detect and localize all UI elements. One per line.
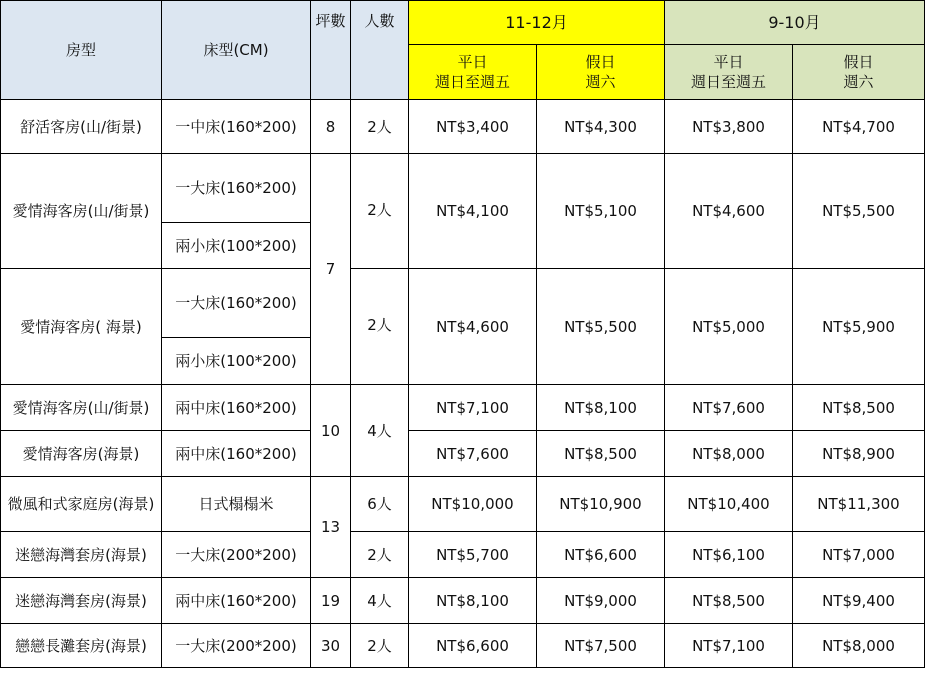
price-cell: NT$3,800 bbox=[665, 100, 793, 154]
bed-type: 兩小床(100*200) bbox=[162, 223, 311, 269]
price-cell: NT$8,100 bbox=[537, 385, 665, 431]
price-cell: NT$7,600 bbox=[665, 385, 793, 431]
header-weekend bbox=[537, 45, 665, 100]
bed-type: 兩中床(160*200) bbox=[162, 385, 311, 431]
persons: 2人 bbox=[351, 100, 409, 154]
price-cell: NT$9,400 bbox=[793, 578, 925, 624]
ping-value: 13 bbox=[311, 477, 351, 578]
price-cell: NT$7,100 bbox=[665, 624, 793, 668]
header-weekend-sub: 週六 bbox=[585, 73, 616, 91]
price-cell: NT$4,600 bbox=[409, 269, 537, 385]
ping-value: 19 bbox=[311, 578, 351, 624]
price-cell: NT$8,500 bbox=[665, 578, 793, 624]
price-cell: NT$6,600 bbox=[409, 624, 537, 668]
price-cell: NT$4,300 bbox=[537, 100, 665, 154]
header-bed-type: 床型(CM) bbox=[162, 1, 311, 100]
bed-type: 一大床(200*200) bbox=[162, 624, 311, 668]
header-weekday bbox=[409, 45, 537, 100]
price-cell: NT$8,900 bbox=[793, 431, 925, 477]
persons: 4人 bbox=[351, 578, 409, 624]
price-cell: NT$3,400 bbox=[409, 100, 537, 154]
header-room-type: 房型 bbox=[1, 1, 162, 100]
price-cell: NT$4,600 bbox=[665, 154, 793, 269]
price-cell: NT$7,600 bbox=[409, 431, 537, 477]
persons: 2人 bbox=[351, 532, 409, 578]
price-cell: NT$8,500 bbox=[537, 431, 665, 477]
bed-type: 一大床(160*200) bbox=[162, 269, 311, 338]
price-cell: NT$8,000 bbox=[793, 624, 925, 668]
room-name: 愛情海客房(山/街景) bbox=[1, 154, 162, 269]
price-cell: NT$11,300 bbox=[793, 477, 925, 532]
header-weekday bbox=[665, 45, 793, 100]
ping-value: 10 bbox=[311, 385, 351, 477]
room-name: 愛情海客房(山/街景) bbox=[1, 385, 162, 431]
header-weekend-sub: 週六 bbox=[843, 73, 874, 91]
price-cell: NT$10,400 bbox=[665, 477, 793, 532]
bed-type: 一大床(160*200) bbox=[162, 154, 311, 223]
price-cell: NT$5,100 bbox=[537, 154, 665, 269]
header-ping: 坪數 bbox=[311, 1, 351, 100]
persons: 6人 bbox=[351, 477, 409, 532]
bed-type: 兩中床(160*200) bbox=[162, 431, 311, 477]
header-weekend-label: 假日 bbox=[585, 53, 616, 71]
room-name: 微風和式家庭房(海景) bbox=[1, 477, 162, 532]
header-period-sep-oct: 9-10月 bbox=[665, 1, 925, 45]
ping-value: 8 bbox=[311, 100, 351, 154]
header-weekday-label: 平日 bbox=[713, 53, 744, 71]
price-cell: NT$8,100 bbox=[409, 578, 537, 624]
ping-value: 7 bbox=[311, 154, 351, 385]
price-cell: NT$5,500 bbox=[537, 269, 665, 385]
price-cell: NT$5,700 bbox=[409, 532, 537, 578]
room-name: 迷戀海灣套房(海景) bbox=[1, 532, 162, 578]
bed-type: 兩小床(100*200) bbox=[162, 338, 311, 385]
header-weekend bbox=[793, 45, 925, 100]
header-weekday-sub: 週日至週五 bbox=[434, 73, 510, 91]
price-cell: NT$6,100 bbox=[665, 532, 793, 578]
price-cell: NT$4,700 bbox=[793, 100, 925, 154]
header-period-nov-dec: 11-12月 bbox=[409, 1, 665, 45]
ping-value: 30 bbox=[311, 624, 351, 668]
header-persons: 人數 bbox=[351, 1, 409, 100]
header-weekday-sub: 週日至週五 bbox=[690, 73, 766, 91]
price-cell: NT$5,900 bbox=[793, 269, 925, 385]
price-cell: NT$8,000 bbox=[665, 431, 793, 477]
persons: 2人 bbox=[351, 269, 409, 385]
room-name: 迷戀海灣套房(海景) bbox=[1, 578, 162, 624]
persons: 4人 bbox=[351, 385, 409, 477]
bed-type: 一中床(160*200) bbox=[162, 100, 311, 154]
bed-type: 一大床(200*200) bbox=[162, 532, 311, 578]
price-cell: NT$5,000 bbox=[665, 269, 793, 385]
price-cell: NT$10,000 bbox=[409, 477, 537, 532]
room-name: 舒活客房(山/街景) bbox=[1, 100, 162, 154]
price-cell: NT$8,500 bbox=[793, 385, 925, 431]
price-cell: NT$7,100 bbox=[409, 385, 537, 431]
price-cell: NT$7,000 bbox=[793, 532, 925, 578]
header-weekday-label: 平日 bbox=[457, 53, 488, 71]
bed-type: 兩中床(160*200) bbox=[162, 578, 311, 624]
price-cell: NT$6,600 bbox=[537, 532, 665, 578]
bed-type: 日式榻榻米 bbox=[162, 477, 311, 532]
price-cell: NT$7,500 bbox=[537, 624, 665, 668]
price-cell: NT$4,100 bbox=[409, 154, 537, 269]
price-cell: NT$10,900 bbox=[537, 477, 665, 532]
persons: 2人 bbox=[351, 154, 409, 269]
persons: 2人 bbox=[351, 624, 409, 668]
room-name: 戀戀長灘套房(海景) bbox=[1, 624, 162, 668]
price-cell: NT$9,000 bbox=[537, 578, 665, 624]
room-name: 愛情海客房(海景) bbox=[1, 431, 162, 477]
room-name: 愛情海客房( 海景) bbox=[1, 269, 162, 385]
price-cell: NT$5,500 bbox=[793, 154, 925, 269]
header-weekend-label: 假日 bbox=[843, 53, 874, 71]
